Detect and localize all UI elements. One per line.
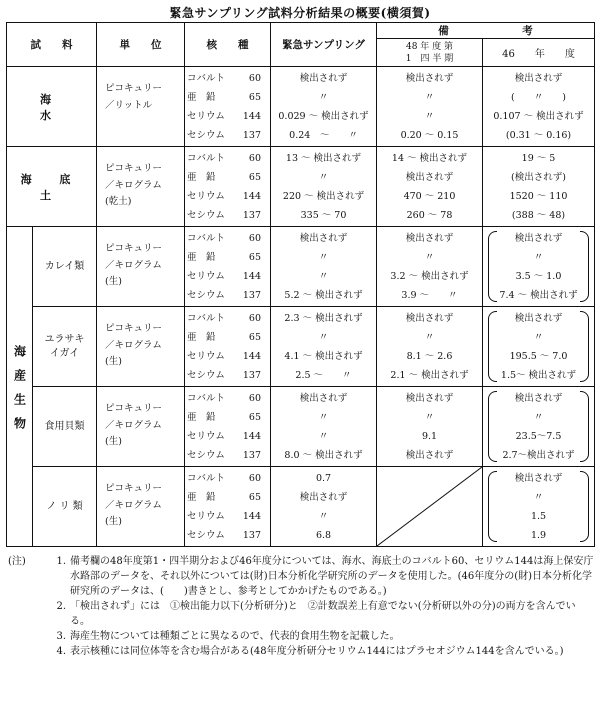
- fy48-shellfish: [377, 387, 483, 467]
- nuclide-entry: [187, 366, 268, 385]
- nuclide-name: セシウム: [187, 530, 225, 541]
- value-cell: 〃: [424, 332, 435, 343]
- nuclide-name: セシウム: [187, 130, 225, 141]
- value-cell: 6.8: [315, 530, 332, 541]
- fy46-mussel: [483, 307, 595, 387]
- value-cell: 検出されず: [405, 313, 454, 324]
- emergency-sediment: [271, 147, 377, 227]
- nuclide-name: セリウム: [187, 351, 225, 362]
- value-cell: 検出されず: [514, 233, 563, 244]
- nuclide-mass-number: 65: [248, 492, 261, 503]
- unit-line: ／キログラム: [105, 340, 162, 351]
- nuclide-mass-number: 137: [242, 130, 261, 141]
- value-cell: 検出されず: [514, 313, 563, 324]
- unit-line: ピコキュリー: [105, 323, 163, 334]
- nuclide-mass-number: 60: [248, 73, 261, 84]
- emergency-flatfish: [271, 227, 377, 307]
- nuclide-entry: [187, 206, 268, 225]
- nuclide-name: 亜 鉛: [187, 172, 216, 183]
- footnote-text: 表示核種には同位体等を含む場合がある(48年度分析研分セリウム144にはプラセオジウム144を含んでいる。): [70, 646, 564, 657]
- footnote-text: 備考欄の48年度第1・四半期分および46年度分については、海水、海底土のコバルト60、セリウム144は海上保安庁水路部のデータを、それ以外については(財)日本分析化学研究所のデータを使用した。(46年度分の(財)日本分析化学研究所のデータは、( )書きとし、参考としてかかげたものである。): [70, 556, 594, 597]
- nuclide-entry: [187, 488, 268, 507]
- nuclide-entry: [187, 309, 268, 328]
- value-cell: 2.7～検出されず: [502, 450, 575, 461]
- nuclide-entry: [187, 126, 268, 145]
- sample-nori: ノ リ 類: [33, 467, 97, 547]
- value-cell: 〃: [318, 271, 329, 282]
- unit-mussel: [97, 307, 185, 387]
- unit-line: (生): [105, 356, 122, 367]
- nuclide-entry: [187, 88, 268, 107]
- value-cell: 260 ～ 78: [406, 210, 453, 221]
- nuclide-mass-number: 144: [242, 351, 261, 362]
- unit-line: ／キログラム: [105, 260, 162, 271]
- nuclide-entry: [187, 248, 268, 267]
- nuclide-entry: [187, 446, 268, 465]
- footnote-text: 海産生物については種類ごとに異なるので、代表的食用生物を記載した。: [70, 631, 400, 642]
- footnotes: [8, 554, 594, 659]
- fy48-seawater: [377, 67, 483, 147]
- fy48-nori-not-applicable: [377, 467, 483, 547]
- results-table: [6, 22, 595, 547]
- header-fy46: 46 年 度: [483, 39, 595, 67]
- unit-line: ピコキュリー: [105, 483, 163, 494]
- unit-line: ピコキュリー: [105, 243, 163, 254]
- sample-marine-organisms: 海 産 生 物: [7, 227, 33, 547]
- value-cell: 〃: [533, 332, 544, 343]
- value-cell: 8.0 ～ 検出されず: [284, 450, 363, 461]
- value-cell: 検出されず: [405, 393, 454, 404]
- sample-flatfish: カレイ類: [33, 227, 97, 307]
- nuclide-name: セリウム: [187, 271, 225, 282]
- nuclide-mass-number: 60: [248, 313, 261, 324]
- nuclide-entry: [187, 389, 268, 408]
- nuclide-name: セリウム: [187, 431, 225, 442]
- fy46-seawater: [483, 67, 595, 147]
- value-cell: 検出されず: [405, 450, 454, 461]
- value-cell: 〃: [424, 111, 435, 122]
- value-cell: 〃: [318, 511, 329, 522]
- unit-line: (生): [105, 436, 122, 447]
- value-cell: 5.2 ～ 検出されず: [284, 290, 363, 301]
- header-nuclide: 核 種: [185, 23, 271, 67]
- unit-line: ／キログラム: [105, 180, 162, 191]
- nuclides-flatfish: [185, 227, 271, 307]
- value-cell: (388 ～ 48): [511, 210, 566, 221]
- sample-seawater: 海 水: [7, 67, 97, 147]
- unit-line: (生): [105, 276, 122, 287]
- value-cell: 4.1 ～ 検出されず: [284, 351, 363, 362]
- header-fy48: [377, 39, 483, 67]
- nuclide-mass-number: 65: [248, 252, 261, 263]
- nuclide-entry: [187, 107, 268, 126]
- unit-line: (乾土): [105, 196, 132, 207]
- unit-line: (生): [105, 516, 122, 527]
- diagonal-line: [377, 467, 482, 546]
- value-cell: 0.107 ～ 検出されず: [493, 111, 584, 122]
- value-cell: 335 ～ 70: [300, 210, 347, 221]
- nuclide-name: セリウム: [187, 511, 225, 522]
- value-cell: 検出されず: [299, 233, 348, 244]
- nuclide-name: セシウム: [187, 290, 225, 301]
- footnote-label: (注): [8, 556, 26, 567]
- nuclide-mass-number: 137: [242, 530, 261, 541]
- footnote-number: 1.: [56, 556, 66, 567]
- value-cell: 〃: [424, 412, 435, 423]
- value-cell: 検出されず: [514, 393, 563, 404]
- nuclide-name: セリウム: [187, 111, 225, 122]
- value-cell: 0.24 ～ 〃: [289, 130, 358, 141]
- value-cell: 13 ～ 検出されず: [285, 153, 362, 164]
- nuclide-entry: [187, 328, 268, 347]
- value-cell: 9.1: [421, 431, 438, 442]
- sample-mussel-line: ユラサキ: [44, 333, 85, 345]
- nuclide-mass-number: 137: [242, 370, 261, 381]
- nuclide-name: 亜 鉛: [187, 332, 216, 343]
- value-cell: 2.3 ～ 検出されず: [284, 313, 363, 324]
- value-cell: 8.1 ～ 2.6: [406, 351, 453, 362]
- value-cell: 14 ～ 検出されず: [391, 153, 468, 164]
- fy48-sediment: [377, 147, 483, 227]
- value-cell: 1.5: [530, 511, 547, 522]
- unit-line: ピコキュリー: [105, 403, 163, 414]
- value-cell: 〃: [318, 431, 329, 442]
- footnote-item: [8, 644, 594, 659]
- nuclide-name: コバルト: [187, 393, 226, 404]
- nuclide-name: コバルト: [187, 233, 226, 244]
- nuclides-mussel: [185, 307, 271, 387]
- value-cell: 23.5～7.5: [515, 431, 562, 442]
- emergency-mussel: [271, 307, 377, 387]
- value-cell: 3.9 ～ 〃: [401, 290, 458, 301]
- value-cell: 検出されず: [405, 172, 454, 183]
- value-cell: 470 ～ 210: [403, 191, 456, 202]
- value-cell: 1.9: [530, 530, 547, 541]
- nuclide-mass-number: 137: [242, 450, 261, 461]
- nuclides-sediment: [185, 147, 271, 227]
- value-cell: 〃: [533, 412, 544, 423]
- value-cell: 〃: [533, 252, 544, 263]
- nuclide-entry: [187, 526, 268, 545]
- sample-mussel-line: イガイ: [49, 347, 80, 359]
- value-cell: 1.5～ 検出されず: [500, 370, 577, 381]
- value-cell: 0.20 ～ 0.15: [400, 130, 459, 141]
- fy46-shellfish: [483, 387, 595, 467]
- value-cell: 3.2 ～ 検出されず: [390, 271, 469, 282]
- value-cell: 〃: [318, 252, 329, 263]
- unit-line: ピコキュリー: [105, 83, 163, 94]
- nuclide-entry: [187, 168, 268, 187]
- nuclide-name: コバルト: [187, 473, 226, 484]
- unit-shellfish: [97, 387, 185, 467]
- page-title: 緊急サンプリング試料分析結果の概要(横須賀): [169, 6, 431, 20]
- value-cell: 〃: [318, 412, 329, 423]
- nuclide-mass-number: 65: [248, 332, 261, 343]
- value-cell: 〃: [533, 492, 544, 503]
- value-cell: 〃: [424, 252, 435, 263]
- header-fy48-line2: 1 四 半 期: [405, 53, 454, 64]
- value-cell: 〃: [318, 92, 329, 103]
- header-fy48-line1: 48 年 度 第: [405, 41, 454, 52]
- nuclide-name: 亜 鉛: [187, 252, 216, 263]
- nuclide-entry: [187, 286, 268, 305]
- nuclide-mass-number: 137: [242, 210, 261, 221]
- unit-flatfish: [97, 227, 185, 307]
- value-cell: 195.5 ～ 7.0: [509, 351, 568, 362]
- value-cell: 検出されず: [405, 233, 454, 244]
- sample-sediment: 海 底 土: [7, 147, 97, 227]
- footnote-number: 2.: [56, 601, 66, 612]
- unit-seawater: [97, 67, 185, 147]
- emergency-nori: [271, 467, 377, 547]
- header-emergency: 緊急サンプリング: [271, 23, 377, 67]
- emergency-seawater: [271, 67, 377, 147]
- value-cell: 検出されず: [405, 73, 454, 84]
- nuclide-name: セリウム: [187, 191, 225, 202]
- emergency-shellfish: [271, 387, 377, 467]
- footnote-item: [8, 629, 594, 644]
- sample-shellfish: 食用貝類: [33, 387, 97, 467]
- value-cell: 検出されず: [514, 73, 563, 84]
- footnote-text: 「検出されず」には ①検出能力以下(分析研分)と ②計数誤差上有意でない(分析研以外の分)の両方を含んでいる。: [70, 601, 576, 627]
- value-cell: (0.31 ～ 0.16): [505, 130, 572, 141]
- nuclide-mass-number: 65: [248, 412, 261, 423]
- footnote-item: [8, 599, 594, 629]
- value-cell: 7.4 ～ 検出されず: [499, 290, 578, 301]
- value-cell: 検出されず: [299, 73, 348, 84]
- value-cell: 0.7: [315, 473, 332, 484]
- fy48-mussel: [377, 307, 483, 387]
- nuclides-nori: [185, 467, 271, 547]
- nuclide-mass-number: 144: [242, 111, 261, 122]
- header-sample: 試 料: [7, 23, 97, 67]
- value-cell: 〃: [318, 332, 329, 343]
- unit-sediment: [97, 147, 185, 227]
- nuclide-name: セシウム: [187, 450, 225, 461]
- unit-nori: [97, 467, 185, 547]
- nuclide-entry: [187, 229, 268, 248]
- nuclide-entry: [187, 427, 268, 446]
- nuclide-mass-number: 65: [248, 172, 261, 183]
- footnote-number: 3.: [56, 631, 66, 642]
- nuclide-entry: [187, 69, 268, 88]
- value-cell: 検出されず: [299, 393, 348, 404]
- value-cell: 220 ～ 検出されず: [282, 191, 365, 202]
- nuclide-mass-number: 60: [248, 473, 261, 484]
- nuclide-mass-number: 60: [248, 393, 261, 404]
- header-remarks: 備 考: [377, 23, 595, 39]
- nuclides-seawater: [185, 67, 271, 147]
- fy46-sediment: [483, 147, 595, 227]
- nuclide-name: 亜 鉛: [187, 92, 216, 103]
- fy46-nori: [483, 467, 595, 547]
- nuclides-shellfish: [185, 387, 271, 467]
- nuclide-entry: [187, 149, 268, 168]
- nuclide-entry: [187, 507, 268, 526]
- nuclide-name: コバルト: [187, 73, 226, 84]
- nuclide-name: セシウム: [187, 210, 225, 221]
- fy46-flatfish: [483, 227, 595, 307]
- unit-line: ／キログラム: [105, 420, 162, 431]
- value-cell: 1520 ～ 110: [509, 191, 568, 202]
- nuclide-mass-number: 60: [248, 233, 261, 244]
- fy48-flatfish: [377, 227, 483, 307]
- nuclide-entry: [187, 187, 268, 206]
- nuclide-mass-number: 144: [242, 271, 261, 282]
- value-cell: 2.5 ～ 〃: [295, 370, 352, 381]
- footnote-item: [8, 554, 594, 599]
- value-cell: 0.029 ～ 検出されず: [278, 111, 369, 122]
- nuclide-name: コバルト: [187, 313, 226, 324]
- value-cell: (検出されず): [511, 172, 566, 183]
- nuclide-mass-number: 60: [248, 153, 261, 164]
- value-cell: 検出されず: [299, 492, 348, 503]
- nuclide-mass-number: 144: [242, 191, 261, 202]
- header-unit: 単 位: [97, 23, 185, 67]
- nuclide-entry: [187, 408, 268, 427]
- footnote-number: 4.: [56, 646, 66, 657]
- unit-line: ／リットル: [105, 100, 153, 111]
- nuclide-name: コバルト: [187, 153, 226, 164]
- nuclide-name: セシウム: [187, 370, 225, 381]
- nuclide-mass-number: 137: [242, 290, 261, 301]
- nuclide-name: 亜 鉛: [187, 412, 216, 423]
- nuclide-entry: [187, 469, 268, 488]
- value-cell: 検出されず: [514, 473, 563, 484]
- sample-mussel: [33, 307, 97, 387]
- value-cell: 〃: [424, 92, 435, 103]
- nuclide-mass-number: 65: [248, 92, 261, 103]
- nuclide-name: 亜 鉛: [187, 492, 216, 503]
- value-cell: 19 ～ 5: [521, 153, 556, 164]
- value-cell: ( 〃 ): [511, 92, 566, 103]
- value-cell: 3.5 ～ 1.0: [515, 271, 562, 282]
- unit-line: ピコキュリー: [105, 163, 163, 174]
- value-cell: 〃: [318, 172, 329, 183]
- nuclide-entry: [187, 267, 268, 286]
- nuclide-mass-number: 144: [242, 431, 261, 442]
- nuclide-mass-number: 144: [242, 511, 261, 522]
- unit-line: ／キログラム: [105, 500, 162, 511]
- nuclide-entry: [187, 347, 268, 366]
- value-cell: 2.1 ～ 検出されず: [390, 370, 469, 381]
